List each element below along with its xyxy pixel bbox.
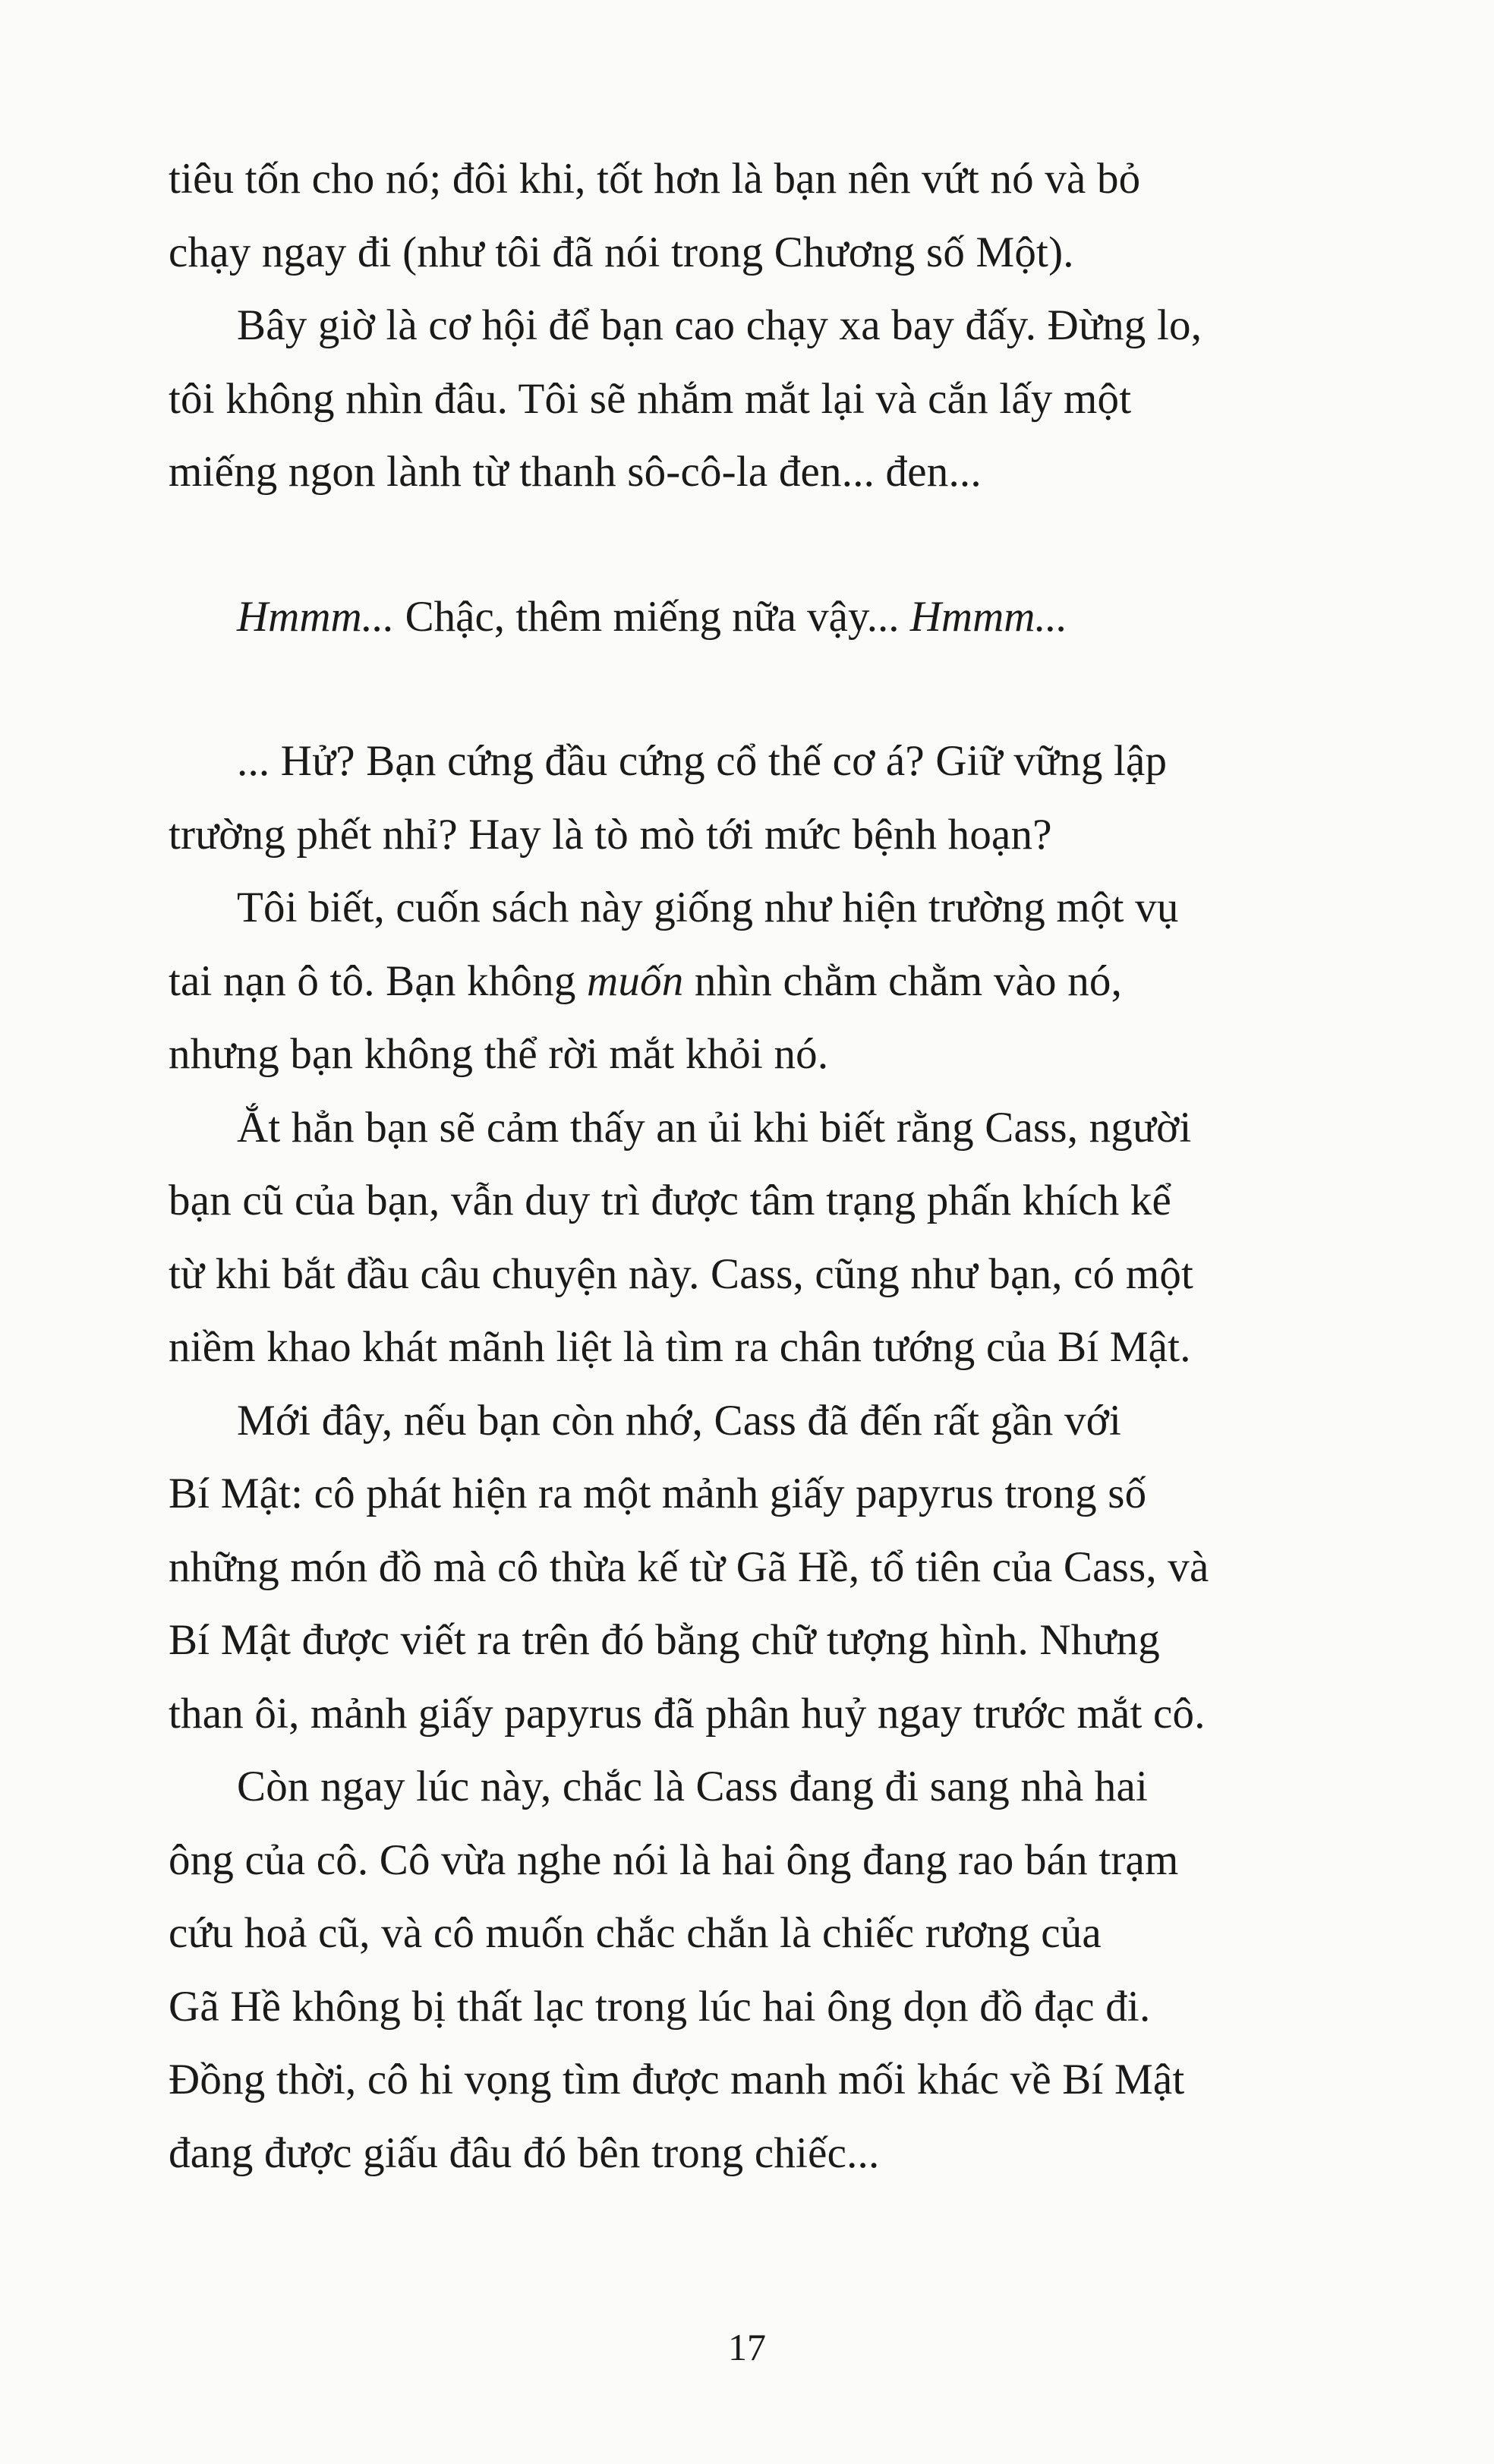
text-line: tôi không nhìn đâu. Tôi sẽ nhắm mắt lại và cắn lấy một	[169, 374, 1132, 423]
text-run: Chậc, thêm miếng nữa vậy...	[394, 592, 910, 641]
text-line: Bí Mật: cô phát hiện ra một mảnh giấy papyrus trong số	[169, 1470, 1147, 1517]
text-line: Đồng thời, cô hi vọng tìm được manh mối khác về Bí Mật	[169, 2056, 1185, 2103]
paragraph-6	[169, 1092, 1332, 1385]
text-line: Mới đây, nếu bạn còn nhớ, Cass đã đến rất gần với	[237, 1396, 1122, 1445]
paragraph-4	[169, 725, 1332, 871]
text-line: Tôi biết, cuốn sách này giống như hiện trường một vụ	[237, 884, 1179, 931]
text-line: tiêu tốn cho nó; đôi khi, tốt hơn là bạn nên vứt nó và bỏ	[169, 155, 1141, 203]
italic-text: Hmmm...	[909, 592, 1068, 641]
body-text	[169, 143, 1332, 2190]
paragraph-8	[169, 1750, 1332, 2190]
text-line: miếng ngon lành từ thanh sô-cô-la đen... đen...	[169, 448, 982, 496]
text-run: nhìn chằm chằm vào nó,	[683, 956, 1123, 1005]
paragraph-gap	[169, 509, 1332, 581]
text-line: đang được giấu đâu đó bên trong chiếc...	[169, 2128, 880, 2177]
text-line: trường phết nhỉ? Hay là tò mò tới mức bệnh hoạn?	[169, 810, 1052, 859]
text-line: Gã Hề không bị thất lạc trong lúc hai ông dọn đồ đạc đi.	[169, 1982, 1151, 2031]
text-line: chạy ngay đi (như tôi đã nói trong Chương số Một).	[169, 228, 1074, 276]
text-run: tai nạn ô tô. Bạn không	[169, 956, 587, 1005]
paragraph-gap	[169, 654, 1332, 725]
text-line: Bây giờ là cơ hội để bạn cao chạy xa bay đấy. Đừng lo,	[237, 301, 1202, 349]
paragraph-7	[169, 1385, 1332, 1751]
text-line: Bí Mật được viết ra trên đó bằng chữ tượng hình. Nhưng	[169, 1616, 1160, 1664]
text-line: Còn ngay lúc này, chắc là Cass đang đi sang nhà hai	[237, 1763, 1149, 1810]
text-line: từ khi bắt đầu câu chuyện này. Cass, cũng như bạn, có một	[169, 1249, 1194, 1298]
text-line: ông của cô. Cô vừa nghe nói là hai ông đang rao bán trạm	[169, 1835, 1179, 1884]
text-line: ... Hử? Bạn cứng đầu cứng cổ thế cơ á? Giữ vững lập	[237, 737, 1168, 785]
text-line	[169, 945, 1332, 1019]
text-line: Ắt hẳn bạn sẽ cảm thấy an ủi khi biết rằng Cass, người	[237, 1103, 1192, 1152]
text-line: niềm khao khát mãnh liệt là tìm ra chân tướng của Bí Mật.	[169, 1323, 1191, 1371]
paragraph-5	[169, 871, 1332, 1092]
text-line: những món đồ mà cô thừa kế từ Gã Hề, tổ tiên của Cass, và	[169, 1542, 1209, 1591]
paragraph-1	[169, 143, 1332, 289]
paragraph-3	[169, 581, 1332, 654]
text-line	[169, 581, 1332, 654]
italic-text: Hmmm...	[237, 592, 395, 641]
paragraph-2	[169, 289, 1332, 509]
text-line: than ôi, mảnh giấy papyrus đã phân huỷ ngay trước mắt cô.	[169, 1689, 1206, 1738]
text-line: nhưng bạn không thể rời mắt khỏi nó.	[169, 1030, 829, 1078]
italic-text: muốn	[586, 956, 684, 1005]
text-line: cứu hoả cũ, và cô muốn chắc chắn là chiếc rương của	[169, 1909, 1102, 1957]
text-line: bạn cũ của bạn, vẫn duy trì được tâm trạng phấn khích kể	[169, 1177, 1172, 1224]
page-number: 17	[728, 2326, 766, 2368]
